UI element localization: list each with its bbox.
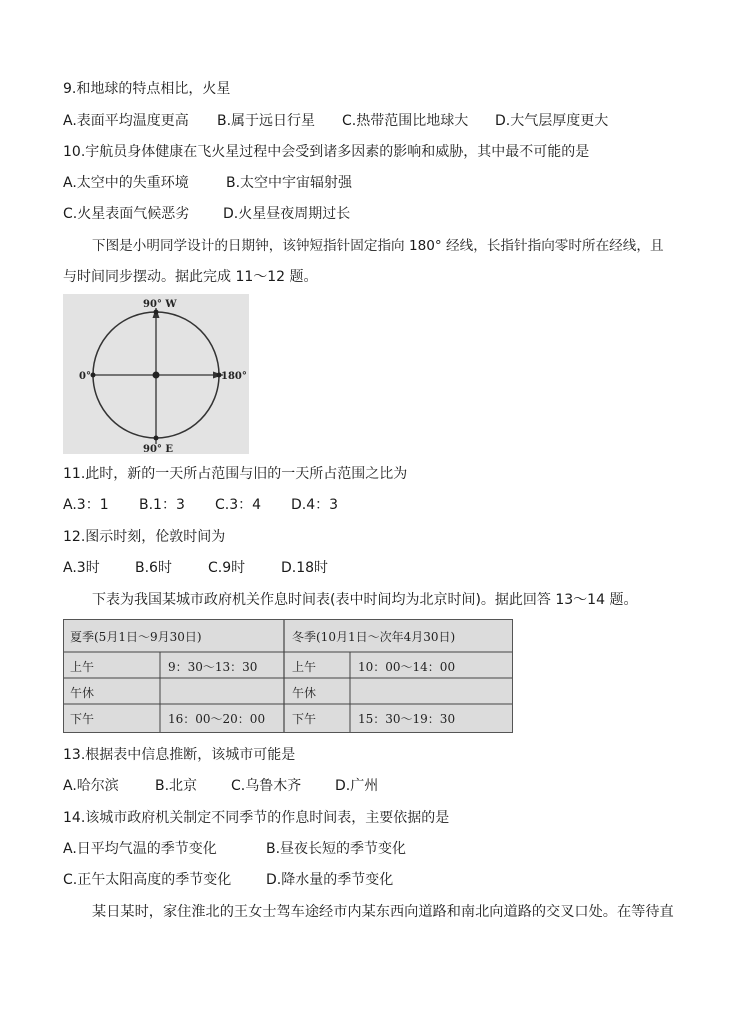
question-10-option-a: A.太空中的失重环境 xyxy=(63,175,189,191)
intro-11-12-line2: 与时间同步摆动。据此完成 11～12 题。 xyxy=(63,269,318,285)
question-14-options-row1 xyxy=(63,840,406,858)
question-11-option-c: C.3：4 xyxy=(215,497,262,513)
question-9-option-b: B.属于远日行星 xyxy=(217,113,316,129)
question-14-options-row2 xyxy=(63,871,393,889)
question-9-option-c: C.热带范围比地球大 xyxy=(342,113,469,129)
question-11-stem: 11.此时，新的一天所占范围与旧的一天所占范围之比为 xyxy=(63,466,408,482)
summer-header: 夏季(5月1日～9月30日) xyxy=(70,630,202,644)
question-10-stem: 10.宇航员身体健康在飞火星过程中会受到诸多因素的影响和威胁，其中最不可能的是 xyxy=(63,144,590,160)
question-12-option-b: B.6时 xyxy=(135,560,172,576)
question-9-options xyxy=(63,112,608,130)
question-11-option-d: D.4：3 xyxy=(291,497,339,513)
question-9-stem: 9.和地球的特点相比，火星 xyxy=(63,81,231,97)
question-12-option-c: C.9时 xyxy=(208,560,246,576)
summer-afternoon-label: 下午 xyxy=(70,712,95,726)
clock-dot-top xyxy=(154,310,159,315)
question-11-option-a: A.3：1 xyxy=(63,497,109,513)
date-clock-figure xyxy=(63,294,249,454)
question-9-option-d: D.大气层厚度更大 xyxy=(495,113,609,129)
clock-dot-bottom xyxy=(154,436,159,441)
question-13-stem: 13.根据表中信息推断，该城市可能是 xyxy=(63,747,296,763)
question-13-option-c: C.乌鲁木齐 xyxy=(231,778,302,794)
question-12-option-d: D.18时 xyxy=(281,560,329,576)
question-10-options-row1 xyxy=(63,174,352,192)
intro-13-14-line1: 下表为我国某城市政府机关作息时间表(表中时间均为北京时间)。据此回答 13～14 题。 xyxy=(92,592,638,608)
summer-noon-break-label: 午休 xyxy=(70,686,95,700)
question-14-option-a: A.日平均气温的季节变化 xyxy=(63,841,217,857)
clock-center-dot xyxy=(153,372,160,379)
question-12-options xyxy=(63,559,328,577)
question-10-option-b: B.太空中宇宙辐射强 xyxy=(226,175,353,191)
winter-header: 冬季(10月1日～次年4月30日) xyxy=(292,630,456,644)
question-13-option-d: D.广州 xyxy=(335,778,379,794)
winter-afternoon-label: 下午 xyxy=(292,712,317,726)
clock-label-right: 180° xyxy=(221,371,247,382)
intro-11-12-line1: 下图是小明同学设计的日期钟，该钟短指针固定指向 180° 经线，长指针指向零时所在经线，且 xyxy=(92,238,664,254)
summer-afternoon-time: 16：00～20：00 xyxy=(168,712,266,726)
question-11-options xyxy=(63,496,338,514)
question-13-option-a: A.哈尔滨 xyxy=(63,778,119,794)
summer-morning-time: 9：30～13：30 xyxy=(168,660,258,674)
question-14-option-c: C.正午太阳高度的季节变化 xyxy=(63,872,232,888)
question-14-option-d: D.降水量的季节变化 xyxy=(266,872,394,888)
clock-label-bottom: 90° E xyxy=(143,444,174,454)
winter-morning-time: 10：00～14：00 xyxy=(358,660,456,674)
winter-morning-label: 上午 xyxy=(292,660,317,674)
winter-afternoon-time: 15：30～19：30 xyxy=(358,712,456,726)
question-10-options-row2 xyxy=(63,205,350,223)
date-clock-diagram xyxy=(63,294,249,454)
question-14-stem: 14.该城市政府机关制定不同季节的作息时间表，主要依据的是 xyxy=(63,810,450,826)
question-13-options xyxy=(63,777,378,795)
question-10-option-c: C.火星表面气候恶劣 xyxy=(63,206,190,222)
winter-noon-break-label: 午休 xyxy=(292,686,317,700)
schedule-table xyxy=(63,619,513,733)
question-14-option-b: B.昼夜长短的季节变化 xyxy=(266,841,407,857)
question-13-option-b: B.北京 xyxy=(155,778,198,794)
question-11-option-b: B.1：3 xyxy=(139,497,185,513)
summer-morning-label: 上午 xyxy=(70,660,95,674)
question-9-option-a: A.表面平均温度更高 xyxy=(63,113,189,129)
question-12-option-a: A.3时 xyxy=(63,560,100,576)
question-10-option-d: D.火星昼夜周期过长 xyxy=(223,206,351,222)
intro-next-line1: 某日某时，家住淮北的王女士驾车途经市内某东西向道路和南北向道路的交叉口处。在等待直 xyxy=(92,904,674,920)
clock-label-left: 0° xyxy=(79,371,91,382)
clock-dot-left xyxy=(91,373,96,378)
clock-label-top: 90° W xyxy=(143,299,177,310)
question-12-stem: 12.图示时刻，伦敦时间为 xyxy=(63,529,226,545)
